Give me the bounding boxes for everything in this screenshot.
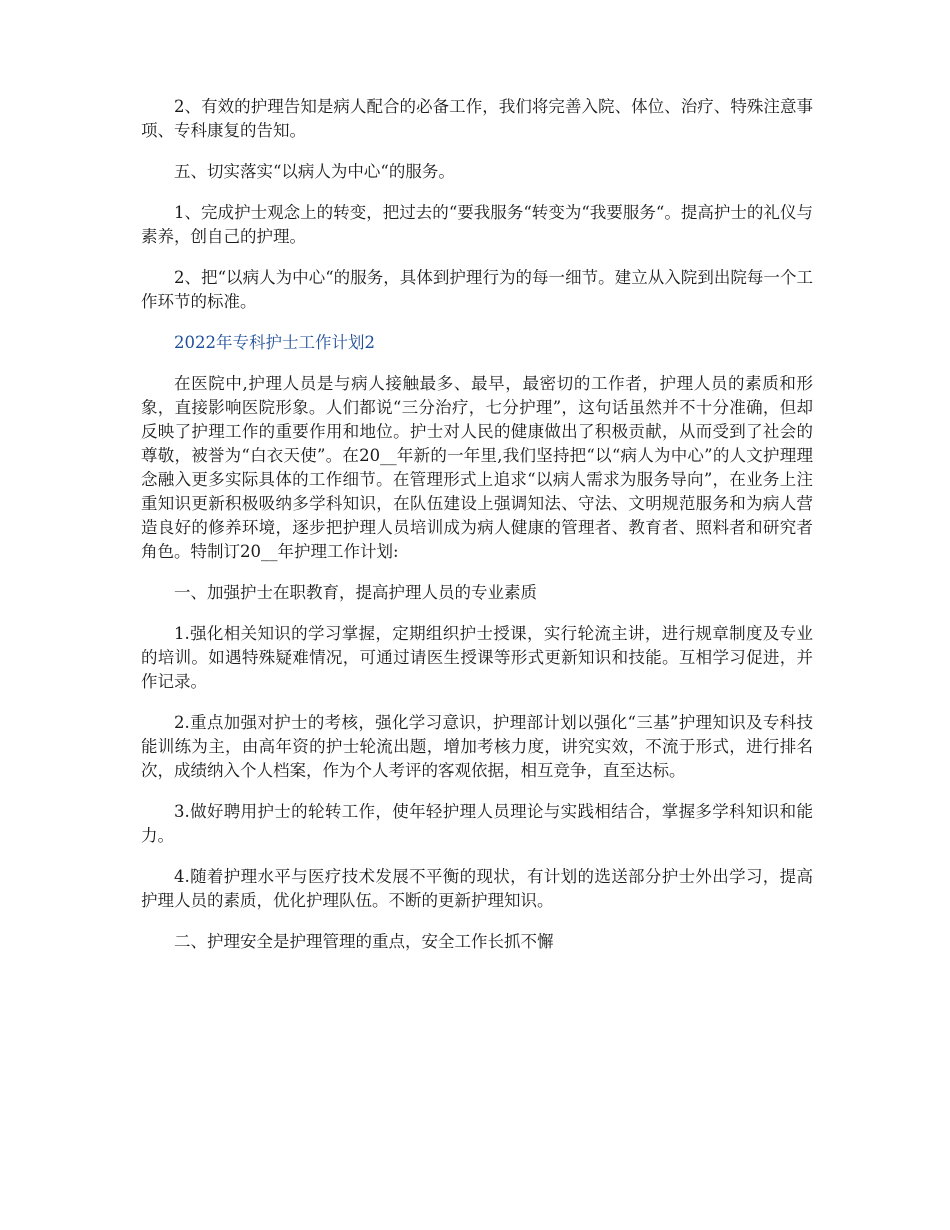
paragraph-item-1: 1.强化相关知识的学习掌握，定期组织护士授课，实行轮流主讲，进行规章制度及专业的培训。如遇特殊疑难情况，可通过请医生授课等形式更新知识和技能。互相学习促进，并作记录。 bbox=[141, 624, 813, 691]
document-body bbox=[141, 95, 813, 971]
document-subtitle: 2022年专科护士工作计划2 bbox=[174, 333, 375, 352]
paragraph-introduction: 在医院中,护理人员是与病人接触最多、最早，最密切的工作者，护理人员的素质和形象，直接影响医院形象。人们都说“三分治疗，七分护理”，这句话虽然并不十分准确，但却反映了护理工作的重要作用和地位。护士对人民的健康做出了积极贡献，从而受到了社会的尊敬，被誉为“白衣天使”。在20__年新的一年里,我们坚持把“以“病人为中心”的人文护理理念融入更多实际具体的工作细节。在管理形式上追求“以病人需求为服务导向”，在业务上注重知识更新积极吸纳多学科知识，在队伍建设上强调知法、守法、文明规范服务和为病人营造良好的修养环境，逐步把护理人员培训成为病人健康的管理者、教育者、照料者和研究者角色。特制订20__年护理工作计划: bbox=[141, 374, 813, 561]
section-heading-education: 一、加强护士在职教育，提高护理人员的专业素质 bbox=[174, 583, 537, 602]
paragraph-item-3: 3.做好聘用护士的轮转工作，使年轻护理人员理论与实践相结合，掌握多学科知识和能力。 bbox=[141, 802, 813, 845]
section-heading-patient-centered: 五、切实落实“以病人为中心“的服务。 bbox=[174, 162, 455, 181]
paragraph-inform-notice: 2、有效的护理告知是病人配合的必备工作，我们将完善入院、体位、治疗、特殊注意事项、专科康复的告知。 bbox=[141, 97, 813, 140]
paragraph-service-details: 2、把“以病人为中心“的服务，具体到护理行为的每一细节。建立从入院到出院每一个工作环节的标准。 bbox=[141, 268, 813, 311]
paragraph-service-concept: 1、完成护士观念上的转变，把过去的“要我服务“转变为“我要服务“。提高护士的礼仪与素养，创自己的护理。 bbox=[141, 203, 813, 246]
section-heading-safety: 二、护理安全是护理管理的重点，安全工作长抓不懈 bbox=[174, 932, 554, 951]
paragraph-item-2: 2.重点加强对护士的考核，强化学习意识，护理部计划以强化“三基”护理知识及专科技能训练为主，由高年资的护士轮流出题，增加考核力度，讲究实效，不流于形式，进行排名次，成绩纳入个人档案，作为个人考评的客观依据，相互竞争，直至达标。 bbox=[141, 713, 813, 780]
paragraph-item-4: 4.随着护理水平与医疗技术发展不平衡的现状，有计划的选送部分护士外出学习，提高护理人员的素质，优化护理队伍。不断的更新护理知识。 bbox=[141, 867, 813, 910]
